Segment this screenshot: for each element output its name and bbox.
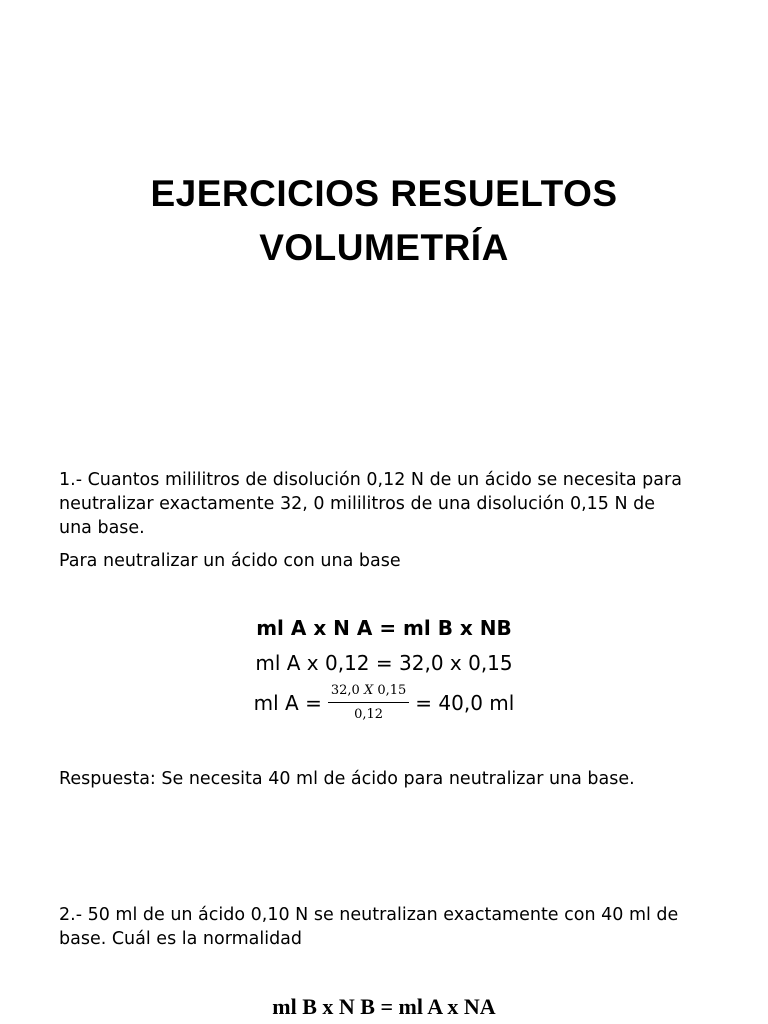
exercise-1-question-line-3: una base. bbox=[59, 518, 145, 538]
fraction-denominator: 0,12 bbox=[354, 707, 384, 722]
exercise-2-formula: ml B x N B = ml A x NA bbox=[272, 994, 496, 1019]
page-title-line-1: EJERCICIOS RESUELTOS bbox=[150, 173, 618, 214]
exercise-1-question bbox=[59, 468, 719, 540]
result-prefix: ml A = bbox=[253, 691, 322, 715]
result-suffix: = 40,0 ml bbox=[415, 691, 515, 715]
exercise-1-result bbox=[0, 682, 768, 724]
numerator-operator: X bbox=[363, 683, 374, 698]
exercise-1-question-line-2: neutralizar exactamente 32, 0 mililitros de una disolución 0,15 N de bbox=[59, 494, 656, 514]
exercise-1-answer: Respuesta: Se necesita 40 ml de ácido para neutralizar una base. bbox=[59, 769, 635, 789]
fraction-numerator bbox=[328, 682, 409, 703]
exercise-1-formula: ml A x N A = ml B x NB bbox=[256, 616, 512, 640]
exercise-2-question-line-2: base. Cuál es la normalidad bbox=[59, 929, 303, 949]
numerator-second: 0,15 bbox=[373, 683, 407, 698]
exercise-1-substitution: ml A x 0,12 = 32,0 x 0,15 bbox=[255, 651, 513, 675]
exercise-1-intro: Para neutralizar un ácido con una base bbox=[59, 551, 401, 571]
page-title-line-2: VOLUMETRÍA bbox=[259, 227, 509, 268]
fraction bbox=[328, 682, 409, 724]
exercise-2-question bbox=[59, 903, 719, 951]
numerator-first: 32,0 bbox=[330, 683, 364, 698]
exercise-1-question-line-1: 1.- Cuantos mililitros de disolución 0,12 N de un ácido se necesita para bbox=[59, 470, 682, 490]
exercise-2-question-line-1: 2.- 50 ml de un ácido 0,10 N se neutralizan exactamente con 40 ml de bbox=[59, 905, 679, 925]
